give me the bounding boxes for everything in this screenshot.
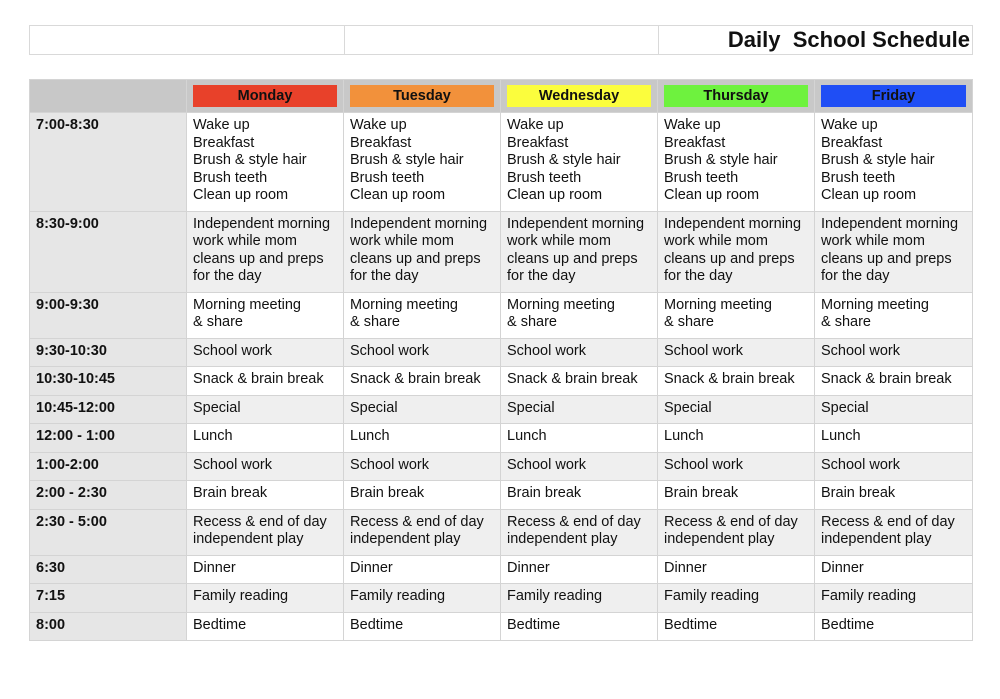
activity-cell-tuesday [344,292,501,338]
activity-line: Independent morning [821,215,959,232]
activity-cell-wednesday [501,367,658,396]
activity-cell-tuesday [344,555,501,584]
activity-line: Recess & end of day [193,513,327,530]
activity-cell-thursday [658,584,815,613]
activity-line: for the day [507,268,576,284]
activity-line: Wake up [507,117,564,133]
activity-line: Clean up room [507,187,603,203]
activity-cell-wednesday [501,509,658,555]
activity-cell-wednesday [501,395,658,424]
activity-line: Dinner [664,559,707,576]
activity-line: Brain break [193,485,268,501]
activity-line: Special [507,399,555,416]
time-cell: 1:00-2:00 [30,452,187,481]
day-header [815,80,973,113]
activity-line: Special [664,399,712,416]
schedule-row [30,584,973,613]
activity-line: Family reading [664,588,760,604]
activity-cell-tuesday [344,481,501,510]
title-bar [29,25,973,55]
activity-line: Lunch [193,428,233,444]
activity-line: School work [193,456,272,473]
activity-line: Dinner [507,559,550,576]
activity-line: Morning meeting [664,296,772,313]
day-chip-tuesday: Tuesday [350,85,494,107]
activity-cell-monday [187,113,344,212]
activity-line: Independent morning [350,215,488,232]
activity-cell-tuesday [344,338,501,367]
activity-cell-friday [815,452,973,481]
header-cell-2 [345,26,659,54]
activity-line: Morning meeting [193,296,301,313]
time-cell: 9:00-9:30 [30,292,187,338]
activity-line: Snack & brain break [664,371,795,387]
schedule-row [30,395,973,424]
schedule-row [30,612,973,641]
activity-cell-friday [815,113,973,212]
activity-line: independent play [821,531,932,547]
activity-line: Bedtime [350,616,404,633]
activity-cell-wednesday [501,338,658,367]
activity-cell-thursday [658,211,815,292]
activity-line: Bedtime [193,616,247,633]
activity-line: Morning meeting [821,296,929,313]
activity-line: Independent morning [507,215,645,232]
activity-cell-tuesday [344,113,501,212]
activity-line: Snack & brain break [507,371,638,387]
activity-line: Brush & style hair [507,152,621,168]
activity-line: Brush teeth [664,169,739,186]
activity-line: Brush teeth [350,169,425,186]
activity-cell-friday [815,584,973,613]
activity-cell-wednesday [501,292,658,338]
activity-line: Wake up [664,117,721,133]
activity-cell-thursday [658,452,815,481]
activity-cell-thursday [658,338,815,367]
activity-line: Clean up room [821,187,917,203]
activity-line: Morning meeting [507,296,615,313]
activity-line: Wake up [821,117,878,133]
activity-line: for the day [350,268,419,284]
activity-line: Recess & end of day [821,513,955,530]
activity-line: cleans up and preps [821,250,952,267]
activity-line: independent play [507,531,618,547]
schedule-row [30,292,973,338]
activity-cell-wednesday [501,612,658,641]
activity-line: Independent morning [664,215,802,232]
activity-cell-thursday [658,367,815,396]
activity-cell-monday [187,395,344,424]
day-header [187,80,344,113]
activity-line: & share [821,314,871,330]
activity-line: School work [664,342,743,359]
activity-line: Clean up room [350,187,446,203]
time-cell: 9:30-10:30 [30,338,187,367]
activity-line: Lunch [350,428,390,444]
activity-cell-monday [187,424,344,453]
schedule-row [30,338,973,367]
activity-cell-tuesday [344,509,501,555]
activity-line: Breakfast [664,134,726,151]
time-cell: 2:30 - 5:00 [30,509,187,555]
activity-line: & share [193,314,243,330]
activity-line: Bedtime [507,616,561,633]
time-cell: 10:30-10:45 [30,367,187,396]
activity-line: Wake up [193,117,250,133]
activity-cell-thursday [658,555,815,584]
day-chip-thursday: Thursday [664,85,808,107]
page-title: Daily School Schedule [727,27,970,52]
activity-line: & share [350,314,400,330]
time-cell: 7:15 [30,584,187,613]
time-cell: 8:00 [30,612,187,641]
activity-cell-friday [815,292,973,338]
activity-cell-wednesday [501,481,658,510]
activity-line: work while mom [507,233,611,249]
activity-line: independent play [193,531,304,547]
activity-line: independent play [350,531,461,547]
activity-cell-tuesday [344,211,501,292]
activity-line: School work [507,456,586,473]
day-chip-friday: Friday [821,85,966,107]
activity-line: Dinner [821,559,864,576]
activity-cell-friday [815,395,973,424]
activity-line: Brain break [821,485,896,501]
activity-line: School work [350,456,429,473]
activity-cell-tuesday [344,452,501,481]
activity-cell-friday [815,481,973,510]
activity-cell-friday [815,555,973,584]
time-cell: 8:30-9:00 [30,211,187,292]
schedule-row [30,211,973,292]
activity-cell-wednesday [501,113,658,212]
activity-line: Brush & style hair [821,152,935,168]
activity-line: cleans up and preps [350,250,481,267]
schedule-row [30,424,973,453]
activity-line: Brain break [507,485,582,501]
activity-line: Breakfast [507,134,569,151]
day-chip-wednesday: Wednesday [507,85,651,107]
activity-line: Family reading [507,588,603,604]
schedule-body [30,113,973,641]
activity-line: cleans up and preps [664,250,795,267]
activity-cell-thursday [658,509,815,555]
activity-line: Lunch [507,428,547,444]
time-cell: 2:00 - 2:30 [30,481,187,510]
activity-line: Brain break [350,485,425,501]
activity-line: Clean up room [664,187,760,203]
activity-line: Brush teeth [193,169,268,186]
activity-line: Brush & style hair [350,152,464,168]
activity-cell-thursday [658,113,815,212]
activity-cell-thursday [658,481,815,510]
activity-line: Breakfast [821,134,883,151]
activity-line: School work [350,342,429,359]
activity-line: work while mom [664,233,768,249]
header-cell-1 [30,26,345,54]
activity-line: Wake up [350,117,407,133]
activity-line: Brush teeth [507,169,582,186]
day-header [658,80,815,113]
activity-line: Dinner [350,559,393,576]
activity-line: Brush & style hair [193,152,307,168]
activity-cell-monday [187,584,344,613]
activity-line: work while mom [821,233,925,249]
activity-line: work while mom [193,233,297,249]
activity-line: Morning meeting [350,296,458,313]
activity-cell-wednesday [501,424,658,453]
activity-line: School work [664,456,743,473]
activity-line: School work [821,456,900,473]
activity-line: Family reading [193,588,289,604]
activity-line: Dinner [193,559,236,576]
activity-cell-thursday [658,292,815,338]
activity-cell-monday [187,555,344,584]
activity-line: & share [507,314,557,330]
activity-line: for the day [664,268,733,284]
activity-line: Bedtime [821,616,875,633]
activity-line: for the day [821,268,890,284]
day-header-row [30,80,973,113]
schedule-row [30,555,973,584]
activity-line: Family reading [821,588,917,604]
activity-line: Brain break [664,485,739,501]
time-cell: 7:00-8:30 [30,113,187,212]
schedule-row [30,113,973,212]
day-header [344,80,501,113]
activity-line: Recess & end of day [664,513,798,530]
activity-line: School work [821,342,900,359]
activity-line: for the day [193,268,262,284]
schedule-row [30,481,973,510]
activity-cell-monday [187,367,344,396]
activity-cell-friday [815,509,973,555]
activity-cell-wednesday [501,584,658,613]
activity-line: work while mom [350,233,454,249]
activity-cell-friday [815,424,973,453]
activity-cell-wednesday [501,452,658,481]
activity-cell-thursday [658,395,815,424]
activity-line: cleans up and preps [507,250,638,267]
day-header [501,80,658,113]
activity-line: Special [193,399,241,416]
activity-line: cleans up and preps [193,250,324,267]
activity-line: School work [193,342,272,359]
activity-line: Lunch [821,428,861,444]
activity-cell-monday [187,509,344,555]
activity-line: Bedtime [664,616,718,633]
activity-line: Special [350,399,398,416]
activity-line: Special [821,399,869,416]
activity-cell-wednesday [501,211,658,292]
activity-line: Snack & brain break [350,371,481,387]
activity-line: Independent morning [193,215,331,232]
activity-cell-friday [815,338,973,367]
time-cell: 10:45-12:00 [30,395,187,424]
activity-cell-monday [187,452,344,481]
schedule-row [30,509,973,555]
activity-line: Recess & end of day [507,513,641,530]
activity-cell-tuesday [344,367,501,396]
activity-line: Breakfast [193,134,255,151]
activity-cell-tuesday [344,395,501,424]
activity-cell-monday [187,481,344,510]
activity-cell-friday [815,211,973,292]
activity-line: Recess & end of day [350,513,484,530]
activity-cell-monday [187,211,344,292]
activity-cell-thursday [658,612,815,641]
time-cell: 12:00 - 1:00 [30,424,187,453]
activity-cell-wednesday [501,555,658,584]
activity-cell-friday [815,612,973,641]
activity-cell-tuesday [344,424,501,453]
activity-cell-tuesday [344,612,501,641]
activity-line: School work [507,342,586,359]
corner-cell [30,80,187,113]
schedule-table [29,79,973,641]
activity-line: independent play [664,531,775,547]
schedule-row [30,452,973,481]
activity-cell-friday [815,367,973,396]
activity-cell-monday [187,612,344,641]
activity-line: Clean up room [193,187,289,203]
activity-line: & share [664,314,714,330]
activity-cell-thursday [658,424,815,453]
activity-line: Snack & brain break [193,371,324,387]
activity-cell-tuesday [344,584,501,613]
time-cell: 6:30 [30,555,187,584]
activity-line: Snack & brain break [821,371,952,387]
day-chip-monday: Monday [193,85,337,107]
activity-line: Breakfast [350,134,412,151]
activity-line: Lunch [664,428,704,444]
activity-cell-monday [187,338,344,367]
activity-line: Family reading [350,588,446,604]
schedule-row [30,367,973,396]
activity-cell-monday [187,292,344,338]
activity-line: Brush teeth [821,169,896,186]
activity-line: Brush & style hair [664,152,778,168]
